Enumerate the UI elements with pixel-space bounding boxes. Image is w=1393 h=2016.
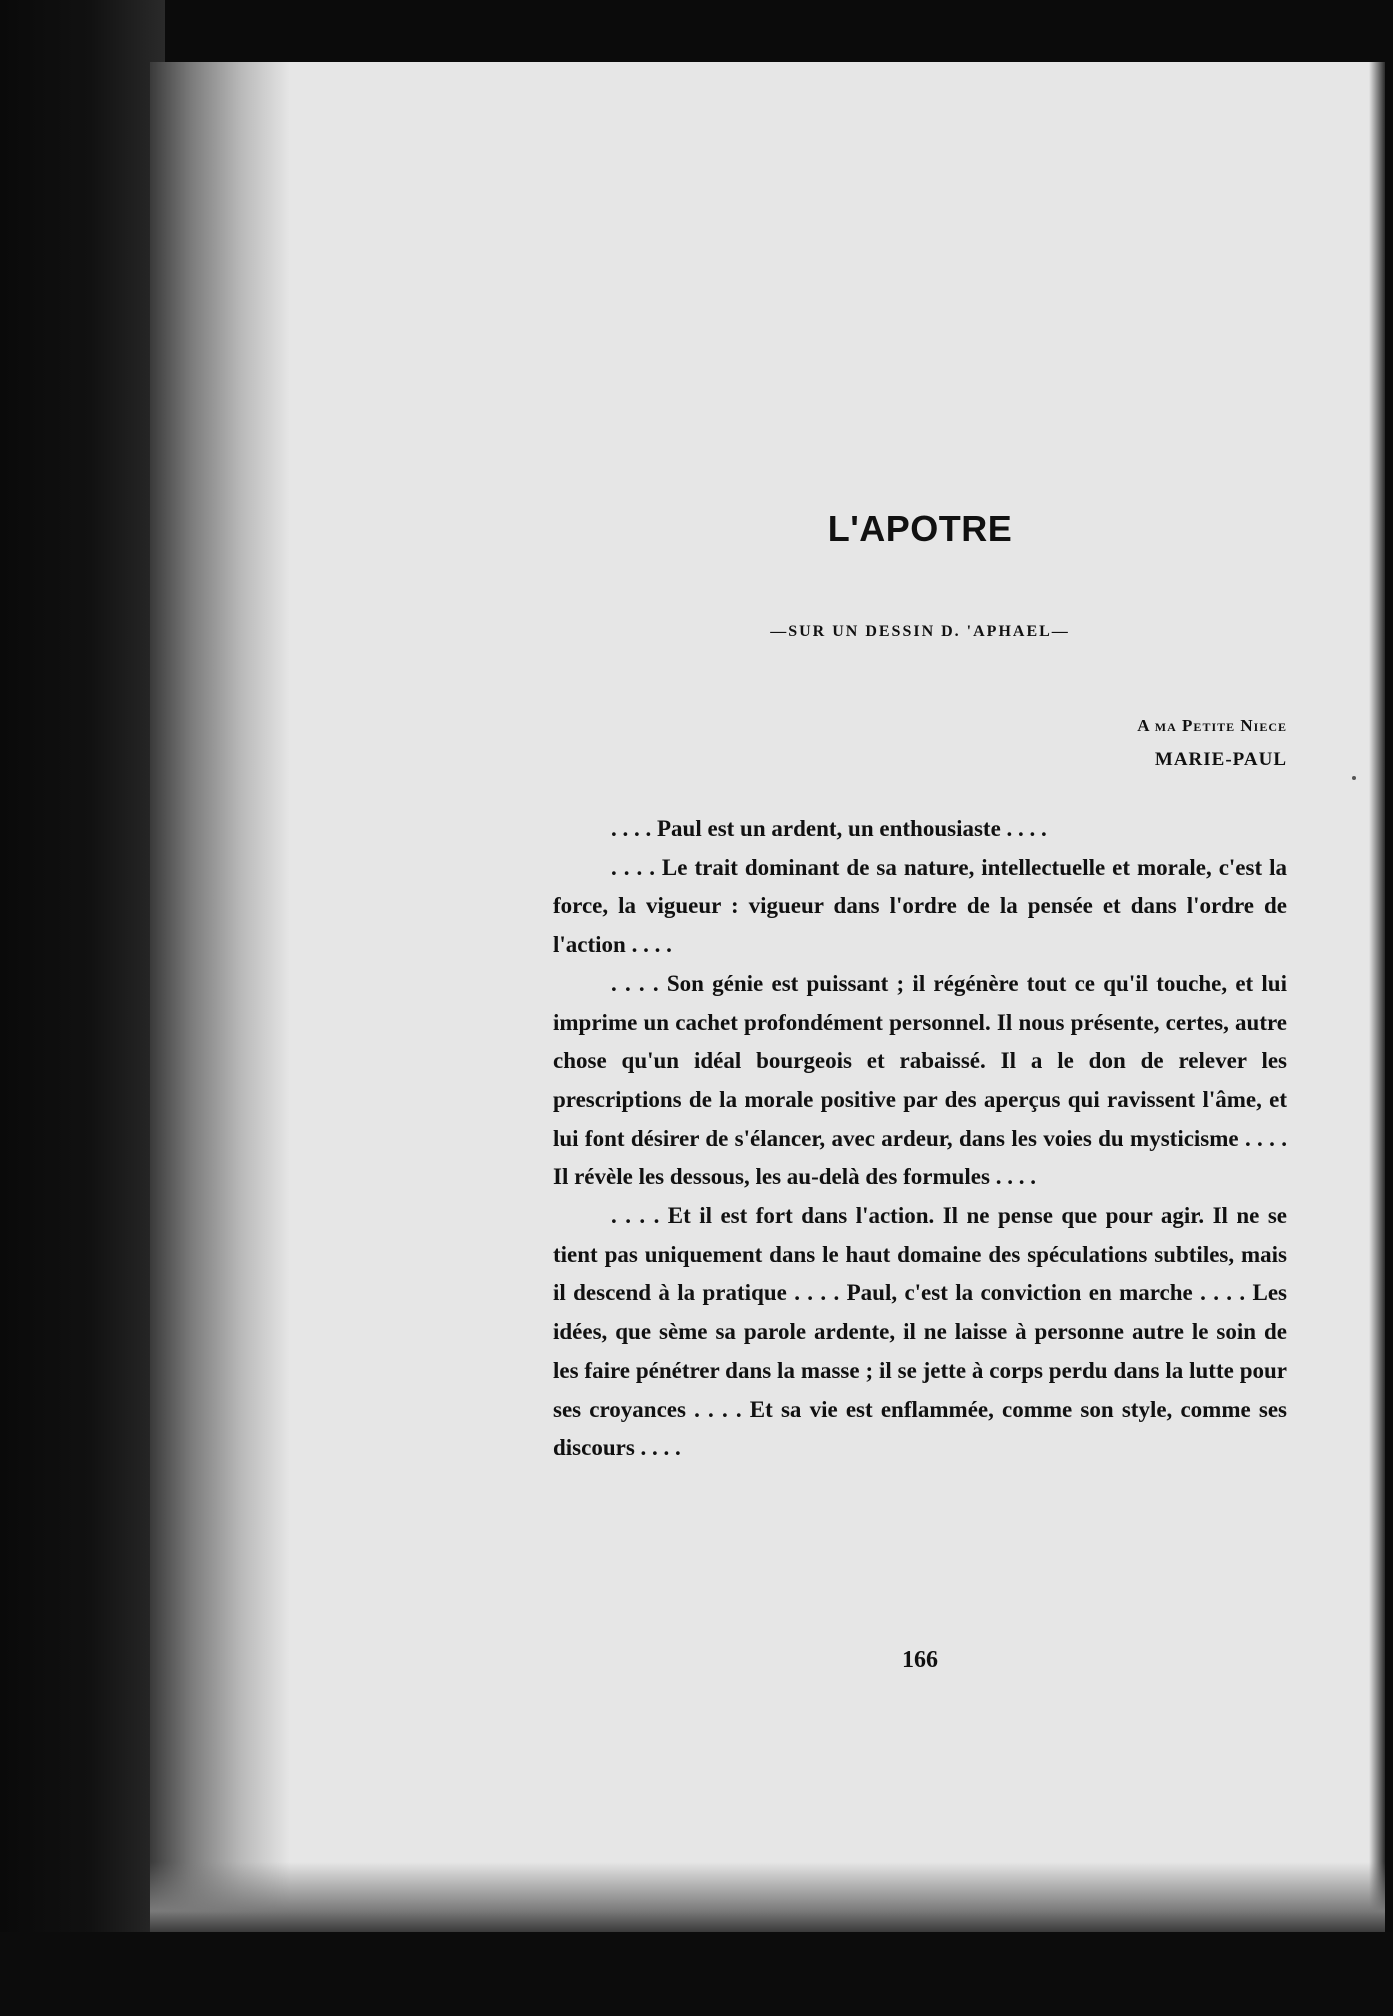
page-number: 166: [902, 1647, 938, 1673]
paragraph: . . . . Le trait dominant de sa nature, intellectuelle et morale, c'est la force, la vigueur : vigueur dans l'ordre de la pensée et dans l'ordre de l'action . . . .: [553, 854, 1287, 958]
paragraph: . . . . Paul est un ardent, un enthousiaste . . . .: [611, 816, 1047, 841]
chapter-subtitle: —SUR UN DESSIN D. 'APHAEL—: [770, 623, 1070, 640]
dedication-line-1: A ma Petite Niece: [1137, 716, 1287, 735]
paragraph: . . . . Son génie est puissant ; il régénère tout ce qu'il touche, et lui imprime un cachet profondément personnel. Il nous présente, certes, autre chose qu'un idéal bourgeois et rabaissé. Il a le don de relever les prescriptions de la morale positive par des aperçus qui ravissent l'âme, et lui font désirer de s'élancer, avec ardeur, dans les voies du mysticisme . . . . Il révèle les dessous, les au-delà des formules . . . .: [553, 970, 1287, 1190]
body-text: [553, 810, 1287, 1468]
paragraph: . . . . Et il est fort dans l'action. Il ne pense que pour agir. Il ne se tient pas uniquement dans le haut domaine des spéculations subtiles, mais il descend à la pratique . . . . Paul, c'est la conviction en marche . . . . Les idées, que sème sa parole ardente, il ne laisse à personne autre le soin de les faire pénétrer dans la masse ; il se jette à corps perdu dans la lutte pour ses croyances . . . . Et sa vie est enflammée, comme son style, comme ses discours . . . .: [553, 1203, 1287, 1461]
scan-speck: [1352, 776, 1356, 780]
page-bottom-shadow: [150, 1862, 1385, 1932]
scan-bottom-margin: [0, 1932, 1393, 2016]
page-right-edge: [1369, 62, 1385, 1932]
dedication-line-2: MARIE-PAUL: [1154, 749, 1287, 770]
binding-gutter-shadow: [150, 62, 290, 1932]
chapter-title: L'APOTRE: [827, 508, 1013, 549]
scan-left-margin: [0, 0, 165, 2016]
